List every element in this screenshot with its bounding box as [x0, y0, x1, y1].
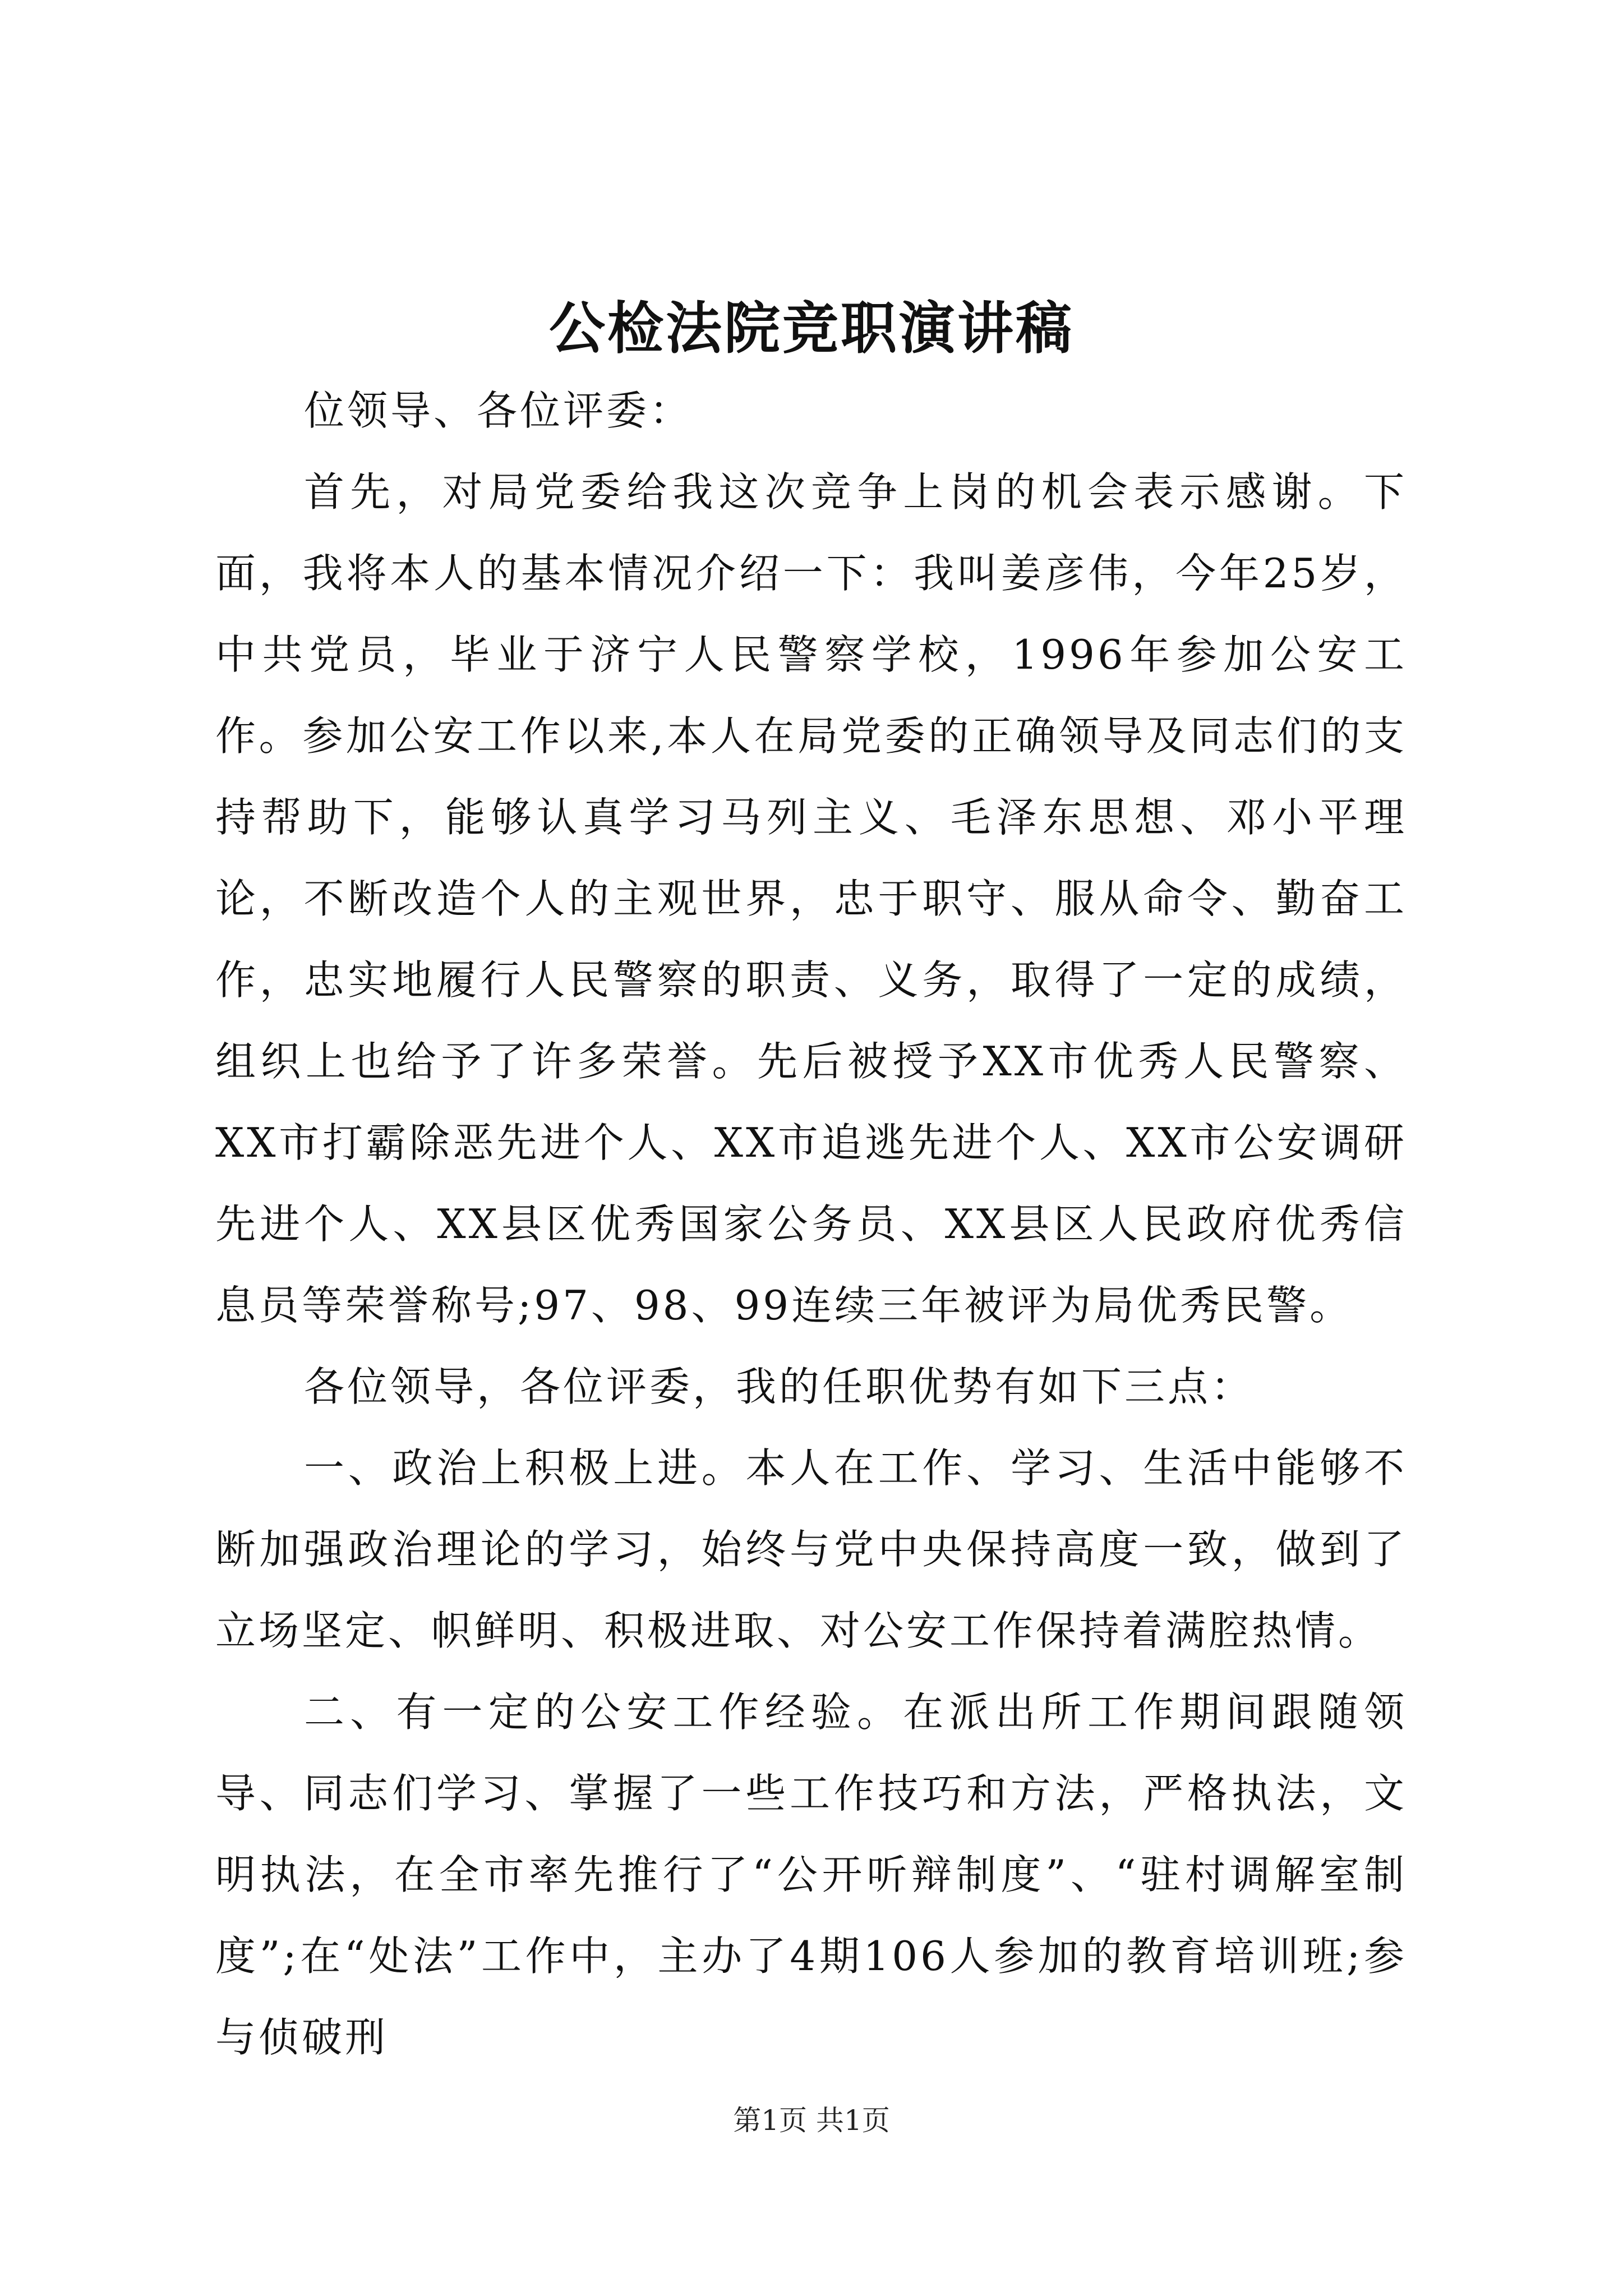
- document-title: 公检法院竞职演讲稿: [549, 295, 1074, 361]
- paragraph-point-two: 二、有一定的公安工作经验。在派出所工作期间跟随领导、同志们学习、掌握了一些工作技巧和方法，严格执法，文明执法，在全市率先推行了“公开听辩制度”、“驻村调解室制度”;在“处法”工作中，主办了4期106人参加的教育培训班;参与侦破刑: [215, 1688, 1407, 2061]
- paragraph-introduction: 首先，对局党委给我这次竞争上岗的机会表示感谢。下面，我将本人的基本情况介绍一下：我叫姜彦伟，今年25岁，中共党员，毕业于济宁人民警察学校，1996年参加公安工作。参加公安工作以来,本人在局党委的正确领导及同志们的支持帮助下，能够认真学习马列主义、毛泽东思想、邓小平理论，不断改造个人的主观世界，忠于职守、服从命令、勤奋工作，忠实地履行人民警察的职责、义务，取得了一定的成绩，组织上也给予了许多荣誉。先后被授予XX市优秀人民警察、XX市打霸除恶先进个人、XX市追逃先进个人、XX市公安调研先进个人、XX县区优秀国家公务员、XX县区人民政府优秀信息员等荣誉称号;97、98、99连续三年被评为局优秀民警。: [215, 468, 1407, 1329]
- paragraph-point-one: 一、政治上积极上进。本人在工作、学习、生活中能够不断加强政治理论的学习，始终与党中央保持高度一致，做到了立场坚定、帜鲜明、积极进取、对公安工作保持着满腔热情。: [215, 1444, 1407, 1654]
- paragraph-advantages-intro: 各位领导，各位评委，我的任职优势有如下三点：: [304, 1363, 1255, 1410]
- paragraph-salutation: 位领导、各位评委：: [304, 387, 693, 434]
- document-body: [215, 370, 1407, 2078]
- page-number-footer: 第1页 共1页: [733, 2104, 890, 2137]
